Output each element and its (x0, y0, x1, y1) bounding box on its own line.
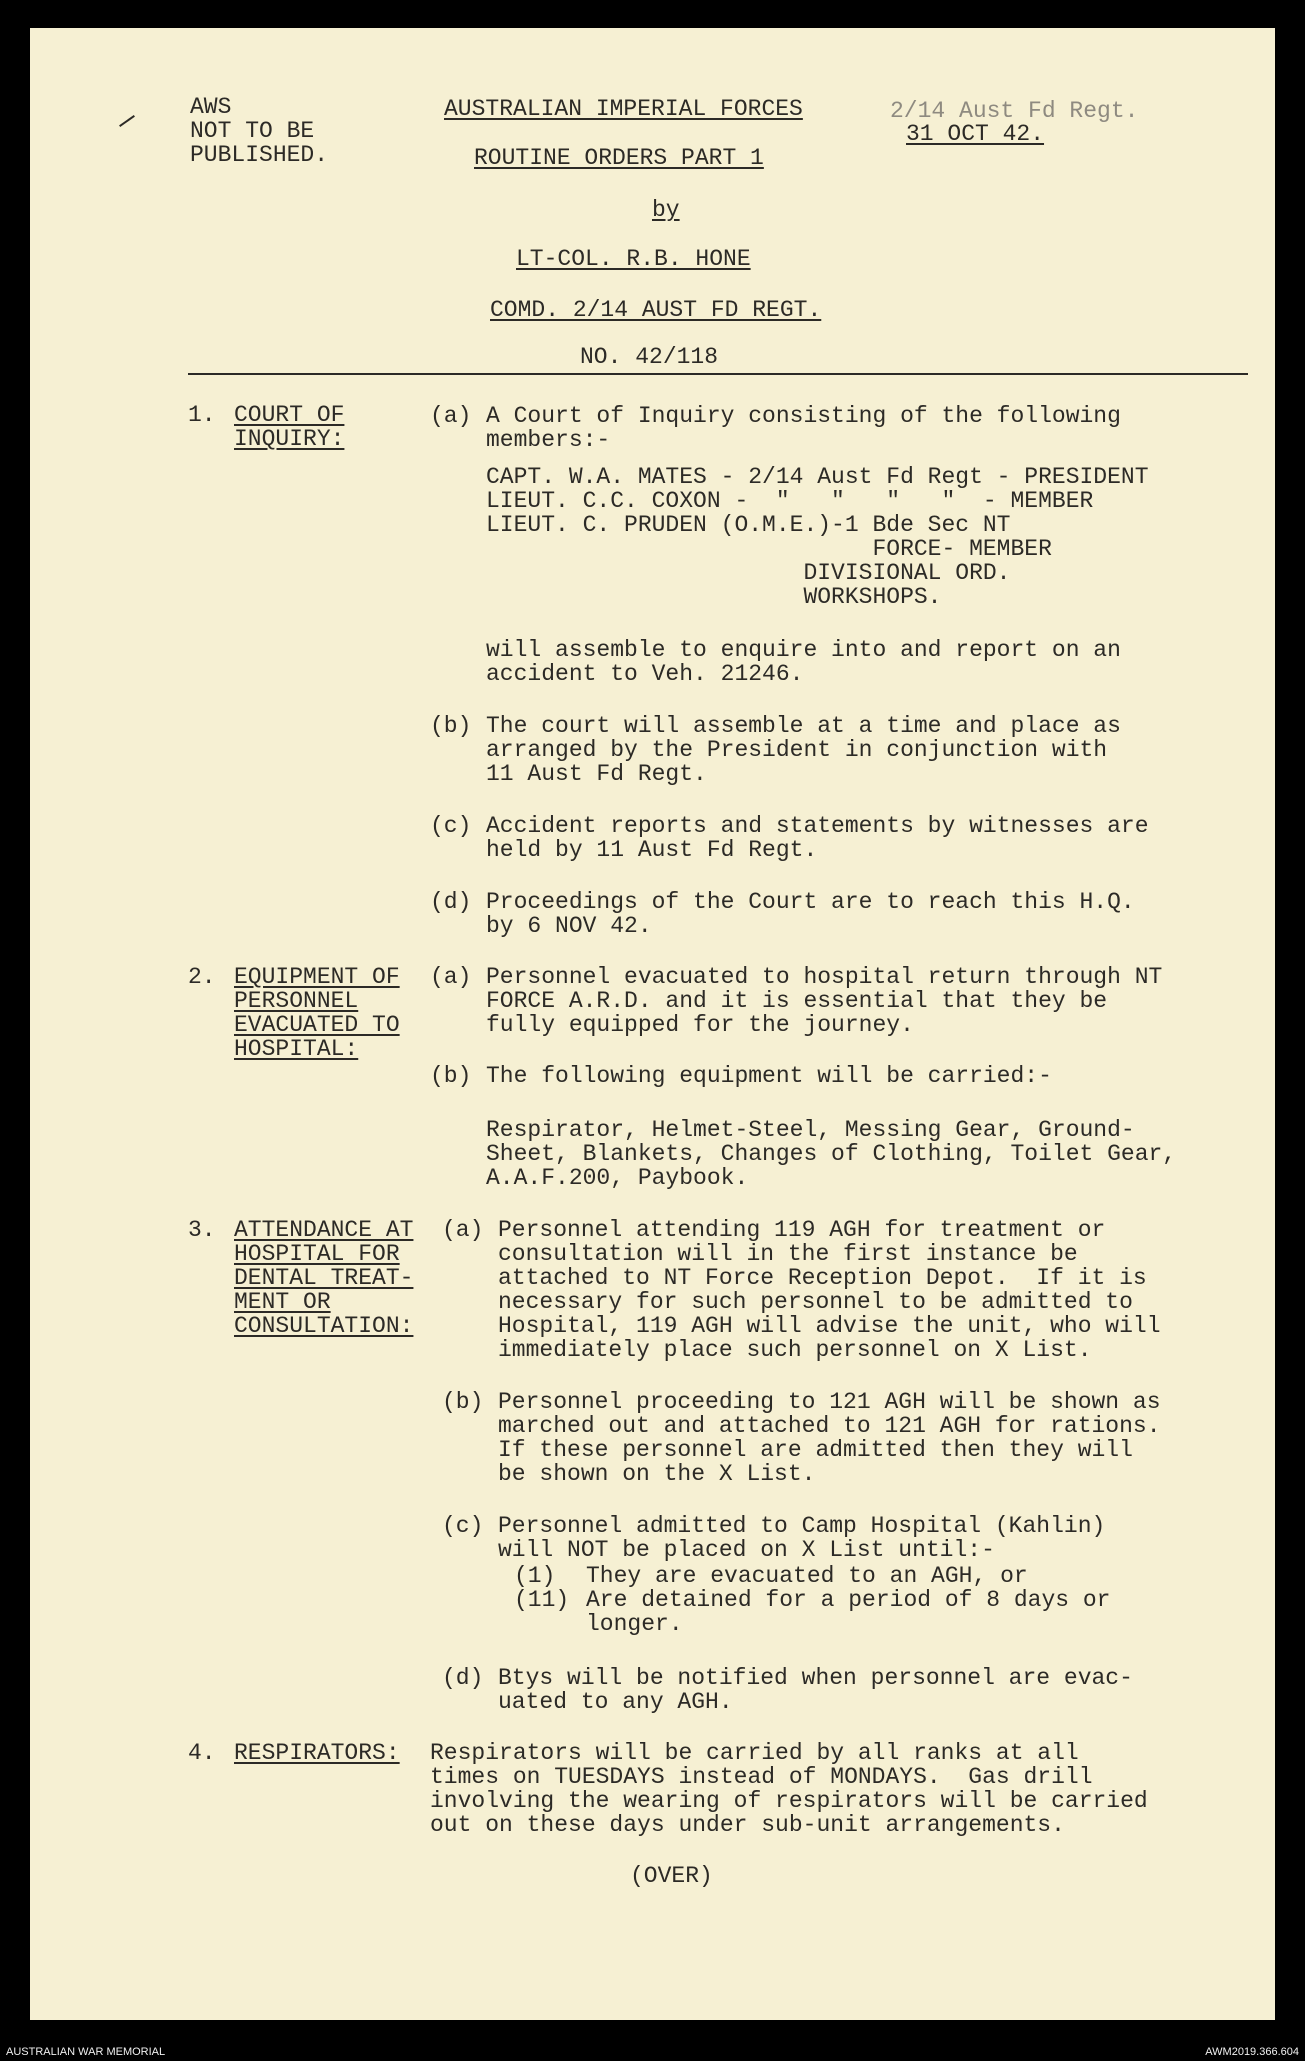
section-3-a-line-4: necessary for such personnel to be admitted to (498, 1289, 1133, 1315)
date-line: 31 OCT 42. (906, 121, 1045, 147)
section-1-d-line-1: Proceedings of the Court are to reach this H.Q. (486, 889, 1135, 915)
section-1-heading-line-2: INQUIRY: (234, 426, 345, 452)
section-1-number: 1. (188, 402, 216, 428)
member-line-2: LIEUT. C.C. COXON - " " " " - MEMBER (486, 488, 1094, 514)
section-2-b-label: (b) (430, 1063, 472, 1089)
section-3-b-line-3: If these personnel are admitted then they will (498, 1437, 1133, 1463)
section-2-a-line-1: Personnel evacuated to hospital return through NT (486, 964, 1163, 990)
condition-2-line-2: longer. (586, 1611, 683, 1637)
equipment-list-line-1: Respirator, Helmet-Steel, Messing Gear, Ground- (486, 1117, 1135, 1143)
section-1-c-label: (c) (430, 813, 472, 839)
member-line-1: CAPT. W.A. MATES - 2/14 Aust Fd Regt - PRESIDENT (486, 464, 1149, 490)
section-2-a-line-3: fully equipped for the journey. (486, 1012, 914, 1038)
unit-stamp-smudge: 2/14 Aust Fd Regt. (890, 98, 1139, 124)
section-2-a-line-2: FORCE A.R.D. and it is essential that they be (486, 988, 1108, 1014)
section-1-a-cont-2: accident to Veh. 21246. (486, 661, 804, 687)
member-line-3: LIEUT. C. PRUDEN (O.M.E.)-1 Bde Sec NT (486, 512, 1011, 538)
section-3-a-line-6: immediately place such personnel on X List. (498, 1337, 1092, 1363)
footer-left: AUSTRALIAN WAR MEMORIAL (6, 2046, 166, 2058)
section-2-a-label: (a) (430, 964, 472, 990)
section-1-b-label: (b) (430, 713, 472, 739)
section-1-d-label: (d) (430, 889, 472, 915)
section-3-b-line-2: marched out and attached to 121 AGH for rations. (498, 1413, 1161, 1439)
footer-right: AWM2019.366.604 (1205, 2046, 1299, 2058)
order-number: NO. 42/118 (580, 344, 719, 370)
published-line: PUBLISHED. (190, 142, 329, 168)
section-3-a-line-1: Personnel attending 119 AGH for treatment or (498, 1217, 1106, 1243)
member-line-5: DIVISIONAL ORD. (486, 560, 1011, 586)
officer-name: LT-COL. R.B. HONE (516, 246, 751, 272)
section-4-line-4: out on these days under sub-unit arrangements. (430, 1812, 1065, 1838)
condition-2-line-1: Are detained for a period of 8 days or (586, 1587, 1111, 1613)
equipment-list-line-3: A.A.F.200, Paybook. (486, 1165, 749, 1191)
section-2-heading-line-2: PERSONNEL (234, 988, 359, 1014)
section-3-c-line-1: Personnel admitted to Camp Hospital (Kahlin) (498, 1513, 1106, 1539)
document-subtitle: ROUTINE ORDERS PART 1 (474, 145, 764, 171)
over-marker: (OVER) (630, 1863, 713, 1889)
member-line-6: WORKSHOPS. (486, 584, 942, 610)
section-3-b-label: (b) (442, 1389, 484, 1415)
section-1-a-line-1: A Court of Inquiry consisting of the following (486, 403, 1121, 429)
member-line-4: FORCE- MEMBER (486, 536, 1052, 562)
section-4-line-2: times on TUESDAYS instead of MONDAYS. Gas drill (430, 1764, 1093, 1790)
section-2-heading-line-4: HOSPITAL: (234, 1036, 359, 1062)
section-1-d-line-2: by 6 NOV 42. (486, 913, 652, 939)
section-3-a-line-3: attached to NT Force Reception Depot. If it is (498, 1265, 1147, 1291)
section-3-heading-line-5: CONSULTATION: (234, 1313, 414, 1339)
section-2-heading-line-3: EVACUATED TO (234, 1012, 400, 1038)
section-3-number: 3. (188, 1217, 216, 1243)
section-3-heading-line-1: ATTENDANCE AT (234, 1217, 414, 1243)
section-2-b-line-1: The following equipment will be carried:- (486, 1063, 1052, 1089)
section-1-b-line-2: arranged by the President in conjunction with (486, 737, 1108, 763)
section-3-c-line-2: will NOT be placed on X List until:- (498, 1537, 995, 1563)
section-3-b-line-1: Personnel proceeding to 121 AGH will be shown as (498, 1389, 1161, 1415)
section-3-d-line-2: uated to any AGH. (498, 1689, 733, 1715)
section-2-heading-line-1: EQUIPMENT OF (234, 964, 400, 990)
section-3-a-line-2: consultation will in the first instance be (498, 1241, 1078, 1267)
section-3-c-label: (c) (442, 1513, 484, 1539)
pencil-tick-mark (119, 115, 135, 127)
section-1-a-line-2: members:- (486, 427, 611, 453)
command-line: COMD. 2/14 AUST FD REGT. (490, 297, 822, 323)
condition-1-label: (1) (514, 1563, 556, 1589)
section-3-a-label: (a) (442, 1217, 484, 1243)
section-4-line-3: involving the wearing of respirators will be carried (430, 1788, 1148, 1814)
section-1-heading-line-1: COURT OF (234, 402, 345, 428)
document-page (30, 28, 1275, 2020)
section-1-b-line-1: The court will assemble at a time and place as (486, 713, 1121, 739)
section-3-a-line-5: Hospital, 119 AGH will advise the unit, who will (498, 1313, 1161, 1339)
not-to-be-line: NOT TO BE (190, 118, 315, 144)
section-1-a-label: (a) (430, 403, 472, 429)
header-rule (188, 373, 1248, 375)
condition-2-label: (11) (514, 1587, 570, 1613)
section-1-c-line-2: held by 11 Aust Fd Regt. (486, 837, 818, 863)
section-4-number: 4. (188, 1740, 216, 1766)
section-3-b-line-4: be shown on the X List. (498, 1461, 816, 1487)
section-3-heading-line-3: DENTAL TREAT- (234, 1265, 414, 1291)
section-2-number: 2. (188, 964, 216, 990)
section-3-d-line-1: Btys will be notified when personnel are evac- (498, 1665, 1133, 1691)
section-3-d-label: (d) (442, 1665, 484, 1691)
section-1-c-line-1: Accident reports and statements by witnesses are (486, 813, 1149, 839)
section-4-line-1: Respirators will be carried by all ranks at all (430, 1740, 1079, 1766)
document-title: AUSTRALIAN IMPERIAL FORCES (444, 96, 803, 122)
by-line: by (652, 197, 680, 223)
section-3-heading-line-2: HOSPITAL FOR (234, 1241, 400, 1267)
section-4-heading: RESPIRATORS: (234, 1740, 400, 1766)
section-1-a-cont-1: will assemble to enquire into and report on an (486, 637, 1121, 663)
section-1-b-line-3: 11 Aust Fd Regt. (486, 761, 707, 787)
condition-1-line-1: They are evacuated to an AGH, or (586, 1563, 1028, 1589)
section-3-heading-line-4: MENT OR (234, 1289, 331, 1315)
aws-line: AWS (190, 94, 232, 120)
equipment-list-line-2: Sheet, Blankets, Changes of Clothing, Toilet Gear, (486, 1141, 1177, 1167)
